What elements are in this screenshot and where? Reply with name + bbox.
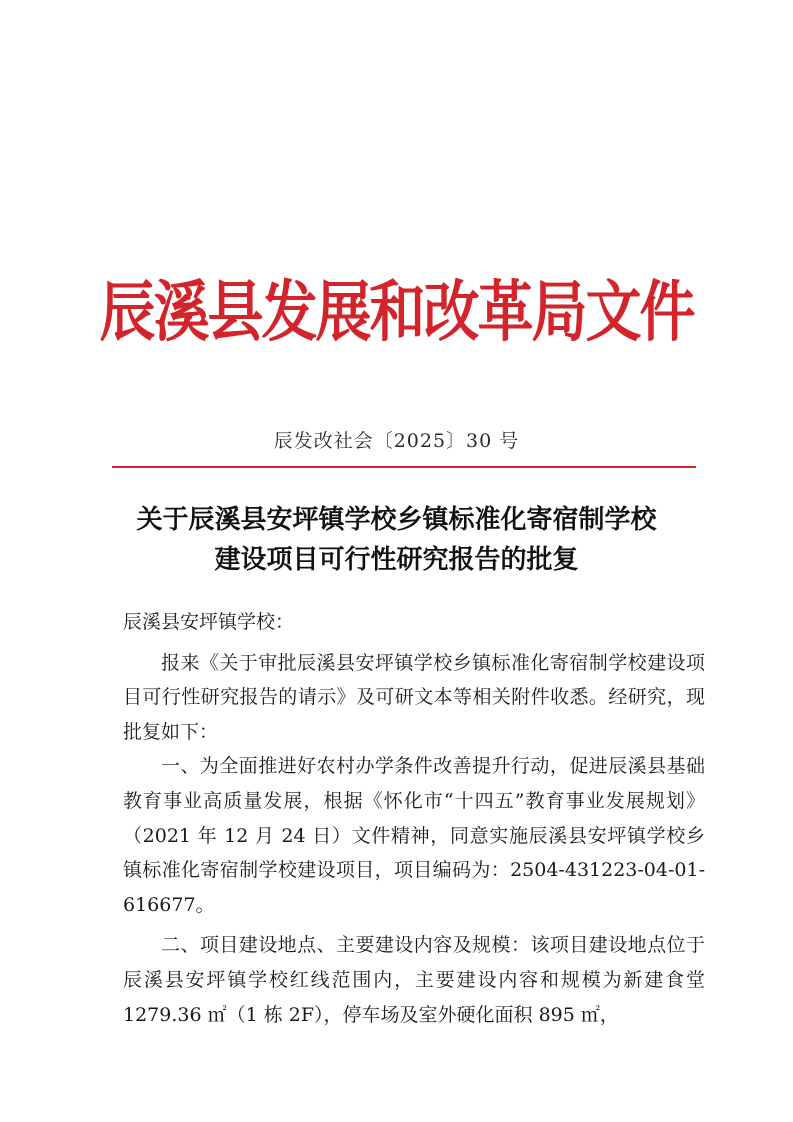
document-title-line-2: 建设项目可行性研究报告的批复 — [214, 545, 579, 575]
document-title-line-1: 关于辰溪县安坪镇学校乡镇标准化寄宿制学校 — [136, 505, 657, 535]
document-number: 辰发改社会〔2025〕30 号 — [273, 430, 520, 452]
body-paragraph-2: 二、项目建设地点、主要建设内容及规模：该项目建设地点位于辰溪县安坪镇学校红线范围内，主要建设内容和规模为新建食堂 1279.36 ㎡（1 栋 2F），停车场及室外硬化面积 895 ㎡， — [123, 934, 705, 1026]
red-divider-line — [112, 466, 696, 468]
body-paragraph-1: 一、为全面推进好农村办学条件改善提升行动，促进辰溪县基础教育事业高质量发展，根据《怀化市“十四五”教育事业发展规划》（2021 年 12 月 24 日）文件精神，同意实施辰溪县安坪镇学校乡镇标准化寄宿制学校建设项目，项目编码为：2504-431223-04-01-616677。 — [123, 755, 705, 916]
recipient-line: 辰溪县安坪镇学校： — [123, 611, 295, 633]
body-paragraph-intro: 报来《关于审批辰溪县安坪镇学校乡镇标准化寄宿制学校建设项目可行性研究报告的请示》及可研文本等相关附件收悉。经研究，现批复如下： — [123, 651, 705, 743]
document-body — [123, 605, 705, 1032]
issuer-header-title: 辰溪县发展和改革局文件 — [99, 273, 694, 352]
document-title — [0, 500, 793, 580]
